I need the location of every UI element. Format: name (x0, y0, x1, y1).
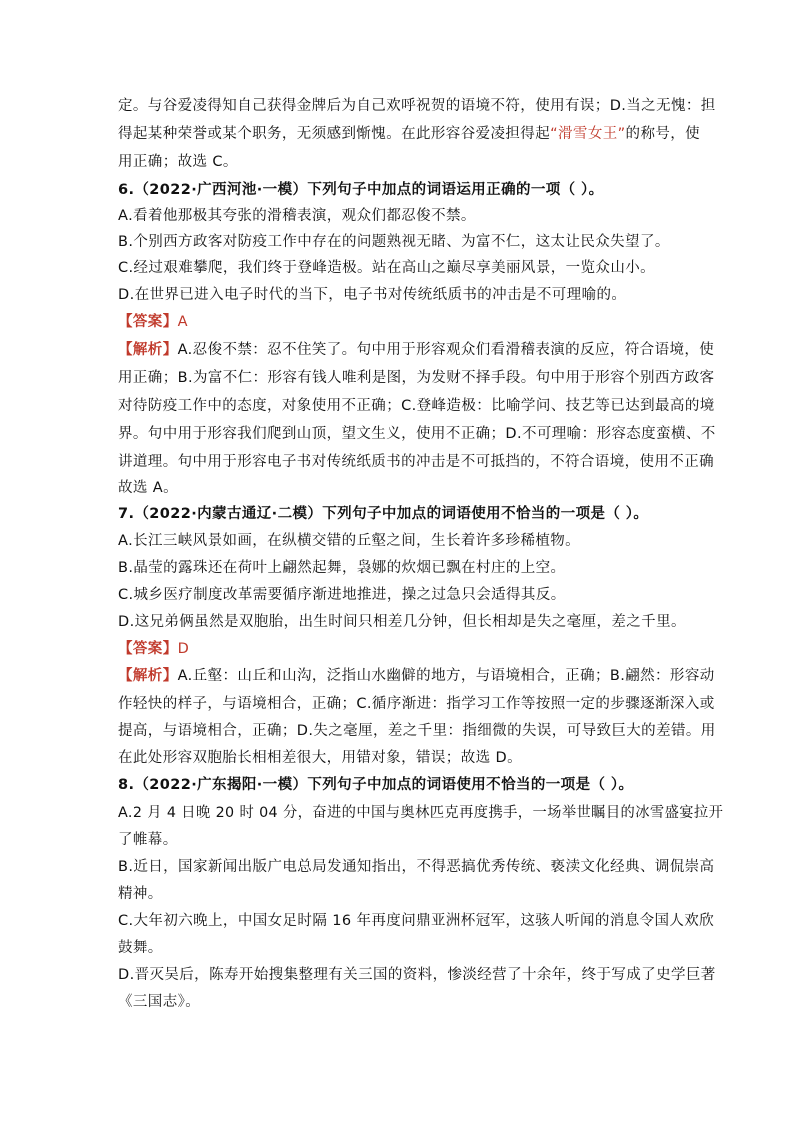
q7-explanation-line-4: 在此处形容双胞胎长相相差很大，用错对象，错误；故选 D。 (118, 750, 522, 766)
q7-explanation-label: 【解析】 (118, 668, 178, 684)
q6-explanation-line-3: 对待防疫工作中的态度，对象使用不正确；C.登峰造极：比喻学问、技艺等已达到最高的境 (118, 398, 715, 414)
q7-option-a: A.长江三峡风景如画，在纵横交错的丘壑之间，生长着许多珍稀植物。 (118, 533, 581, 549)
q6-explanation-line-5: 讲道理。句中用于形容电子书对传统纸质书的冲击是不可抵挡的，不符合语境，使用不正确 (118, 454, 714, 470)
q7-explanation-line-1 (118, 666, 715, 686)
q6-explanation-label: 【解析】 (118, 342, 178, 358)
q6-option-a: A.看着他那极其夸张的滑稽表演，观众们都忍俊不禁。 (118, 208, 476, 224)
q7-option-c: C.城乡医疗制度改革需要循序渐进地推进，操之过急只会适得其反。 (118, 587, 566, 603)
intro-line-3: 用正确；故选 C。 (118, 154, 238, 170)
q6-option-c: C.经过艰难攀爬，我们终于登峰造极。站在高山之巅尽享美丽风景，一览众山小。 (118, 260, 656, 276)
q6-option-b: B.个别西方政客对防疫工作中存在的问题熟视无睹、为富不仁，这太让民众失望了。 (118, 234, 670, 250)
q6-explanation-line-2: 用正确；B.为富不仁：形容有钱人唯利是图，为发财不择手段。句中用于形容个别西方政客 (118, 370, 715, 386)
q7-answer-label: 【答案】 (118, 641, 178, 657)
q8-option-c-line-2: 鼓舞。 (118, 940, 163, 956)
q7-answer-value: D (177, 641, 190, 657)
q8-option-a-line-1: A.2 月 4 日晚 20 时 04 分，奋进的中国与奥林匹克再度携手，一场举世瞩目的冰雪盛宴拉开 (118, 805, 724, 821)
intro-line-1: 定。与谷爱凌得知自己获得金牌后为自己欢呼祝贺的语境不符，使用有误；D.当之无愧：担 (118, 98, 716, 114)
q8-option-b-line-1: B.近日，国家新闻出版广电总局发通知指出，不得恶搞优秀传统、亵渎文化经典、调侃崇高 (118, 859, 715, 875)
q8-option-d-line-1: D.晋灭吴后，陈寿开始搜集整理有关三国的资料，惨淡经营了十余年，终于写成了史学巨著 (118, 967, 716, 983)
intro-line-2-text-a: 得起某种荣誉或某个职务，无须感到惭愧。在此形容谷爱凌担得起 (118, 126, 551, 142)
q6-explanation-line-1 (118, 340, 714, 360)
intro-line-2 (118, 124, 700, 144)
q6-option-d: D.在世界已进入电子时代的当下，电子书对传统纸质书的冲击是不可理喻的。 (118, 287, 627, 303)
q7-explanation-text-1: A.丘壑：山丘和山沟，泛指山水幽僻的地方，与语境相合，正确；B.翩然：形容动 (177, 668, 715, 684)
q8-stem: 8.（2022·广东揭阳·一模）下列句子中加点的词语使用不恰当的一项是（ ）。 (118, 777, 634, 793)
q8-option-d-line-2: 《三国志》。 (118, 994, 201, 1010)
q7-explanation-line-2: 作轻快的样子，与语境相合，正确；C.循序渐进：指学习工作等按照一定的步骤逐渐深入或 (118, 696, 715, 712)
q6-answer-value: A (177, 314, 188, 330)
q7-explanation-line-3: 提高，与语境相合，正确；D.失之毫厘，差之千里：指细微的失误，可导致巨大的差错。用 (118, 723, 716, 739)
intro-line-2-red-text: “滑雪女王” (550, 126, 626, 142)
q8-option-b-line-2: 精神。 (118, 886, 163, 902)
q7-option-b: B.晶莹的露珠还在荷叶上翩然起舞，袅娜的炊烟已飘在村庄的上空。 (118, 560, 566, 576)
q6-stem: 6.（2022·广西河池·一模）下列句子中加点的词语运用正确的一项（ ）。 (118, 182, 604, 198)
q6-explanation-line-4: 界。句中用于形容我们爬到山顶，望文生义，使用不正确；D.不可理喻：形容态度蛮横、不 (118, 426, 716, 442)
q6-explanation-text-1: A.忍俊不禁：忍不住笑了。句中用于形容观众们看滑稽表演的反应，符合语境，使 (177, 342, 715, 358)
q6-answer (118, 312, 188, 332)
q7-answer (118, 639, 189, 659)
q8-option-a-line-2: 了帷幕。 (118, 832, 178, 848)
q8-option-c-line-1: C.大年初六晚上，中国女足时隔 16 年再度问鼎亚洲杯冠军，这骇人听闻的消息令国人欢欣 (118, 913, 715, 929)
q7-option-d: D.这兄弟俩虽然是双胞胎，出生时间只相差几分钟，但长相却是失之毫厘，差之千里。 (118, 614, 686, 630)
intro-line-2-text-b: 的称号，使 (625, 126, 701, 142)
q7-stem: 7.（2022·内蒙古通辽·二模）下列句子中加点的词语使用不恰当的一项是（ ）。 (118, 506, 649, 522)
q6-explanation-line-6: 故选 A。 (118, 480, 179, 496)
q6-answer-label: 【答案】 (118, 314, 178, 330)
